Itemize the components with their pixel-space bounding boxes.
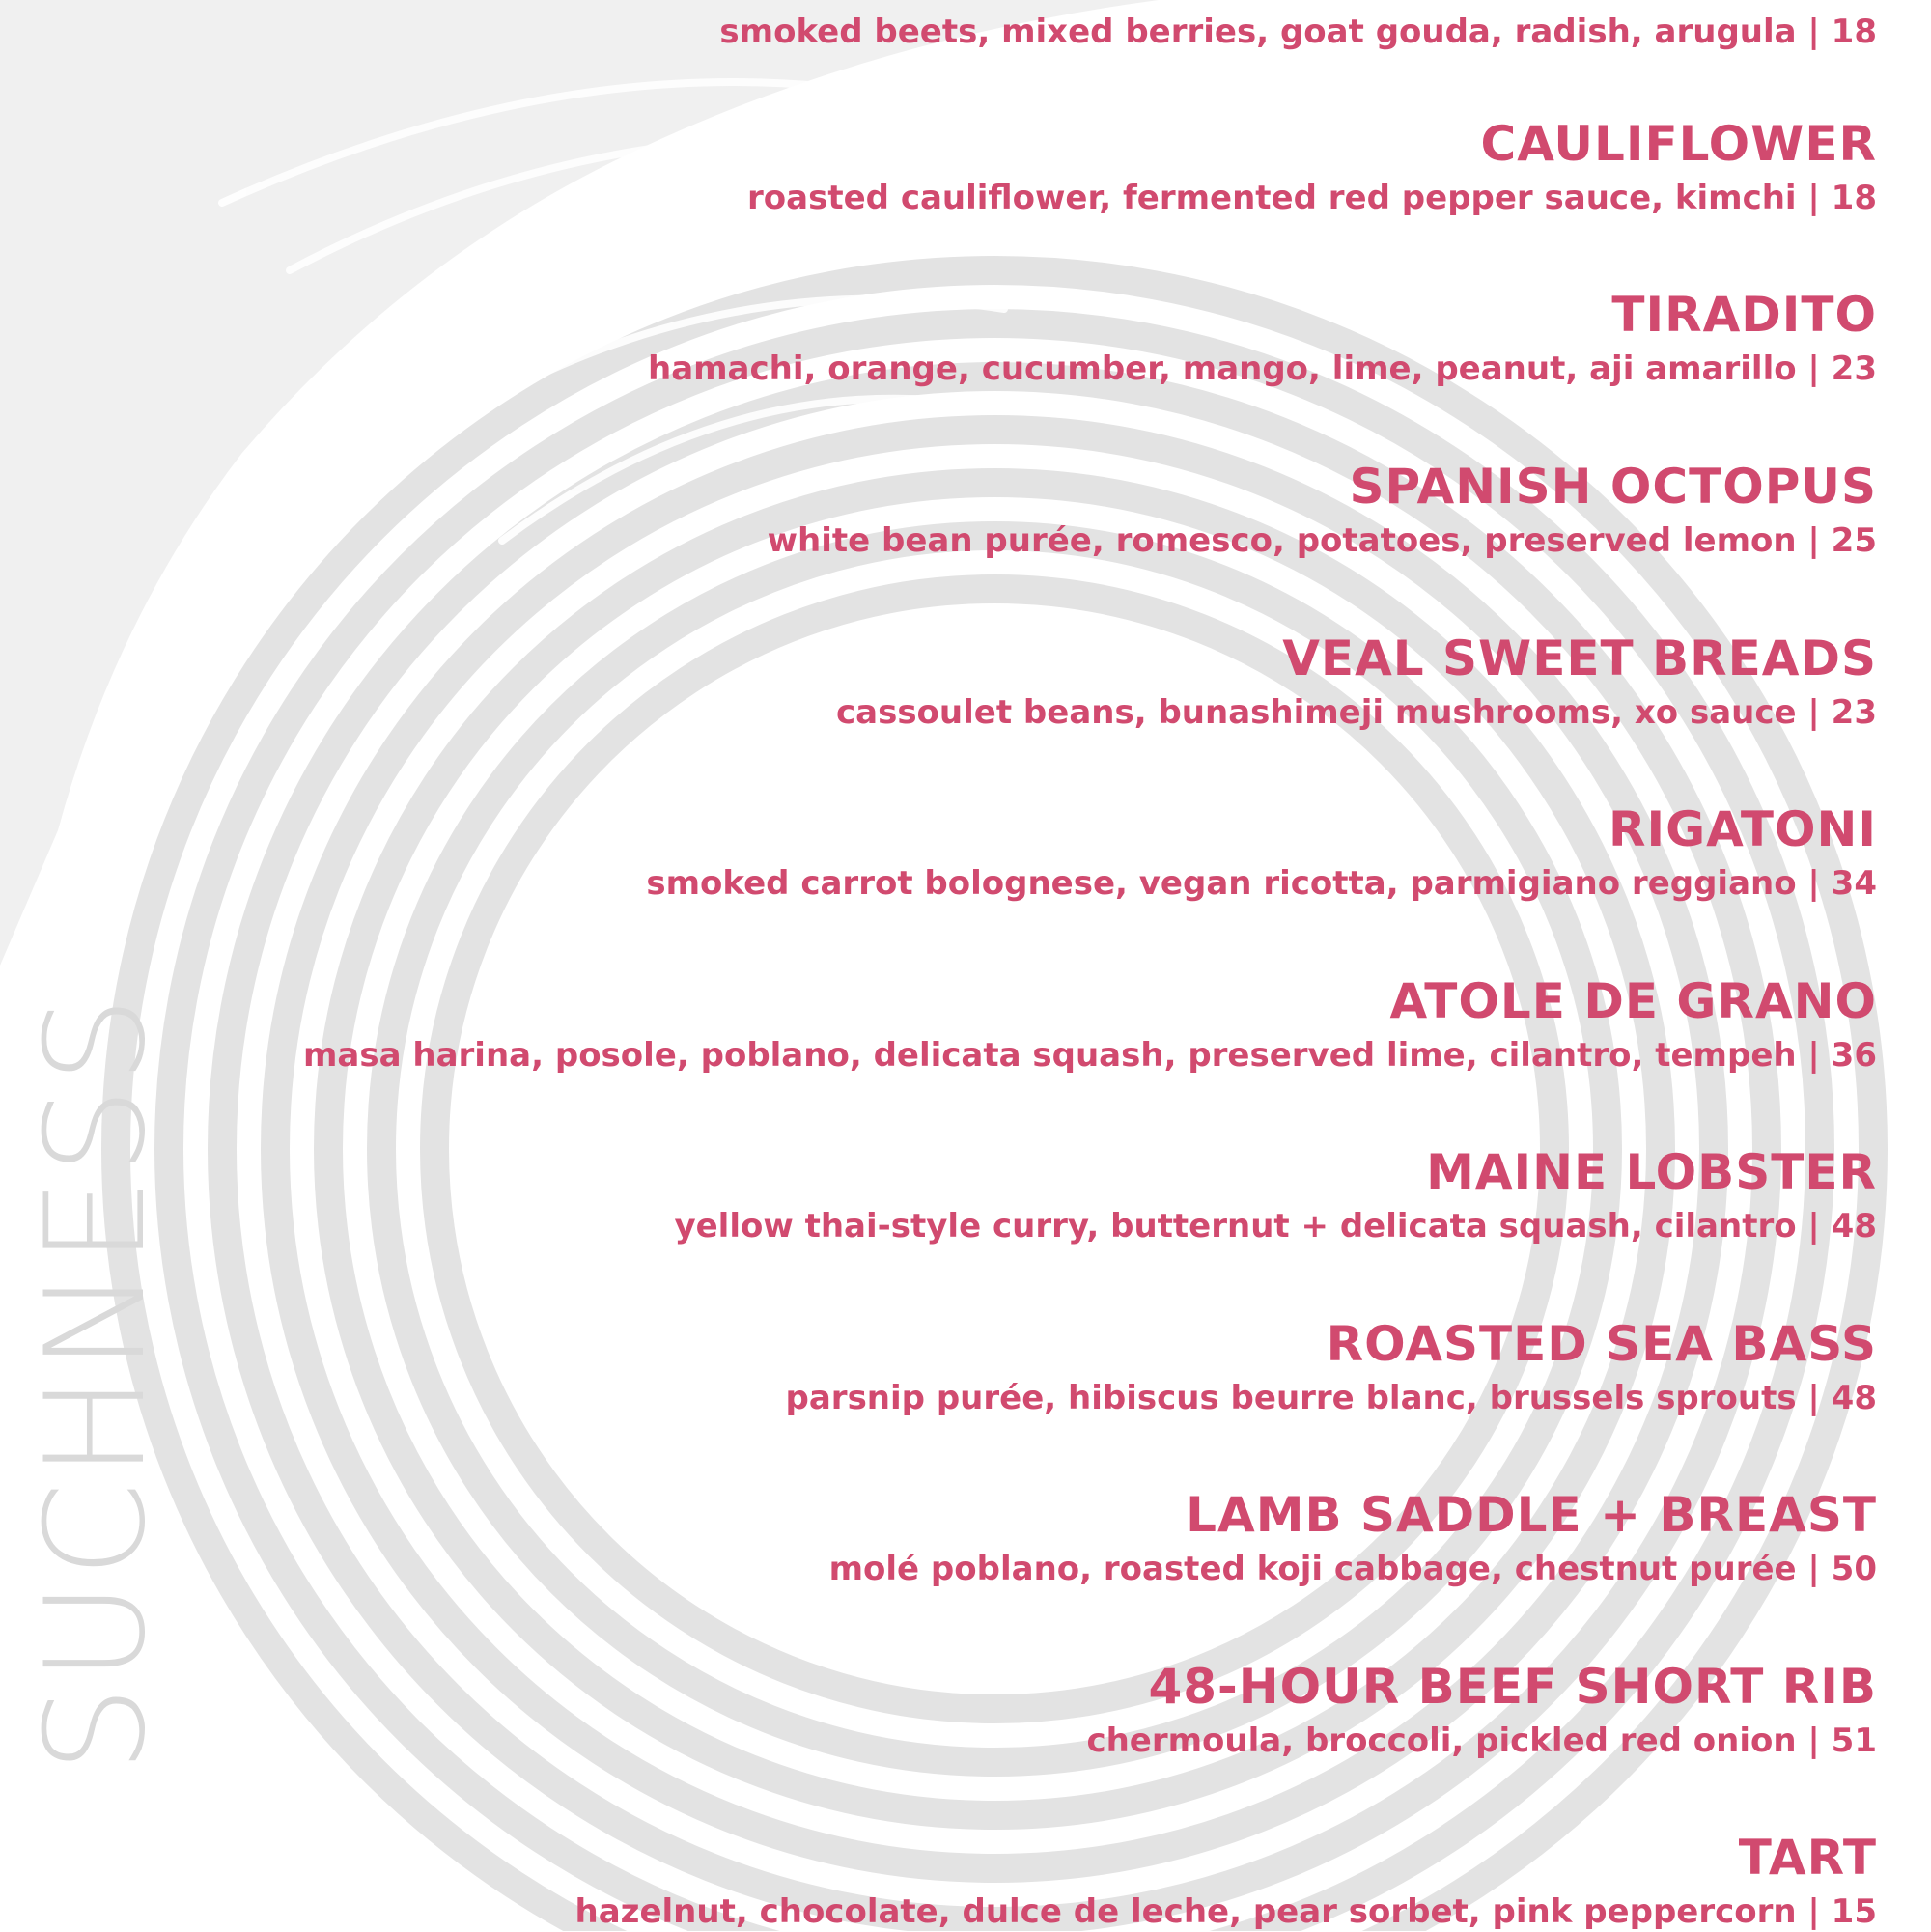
item-name: RIGATONI bbox=[1608, 801, 1877, 857]
item-name: MAINE LOBSTER bbox=[1426, 1144, 1877, 1200]
item-name: ATOLE DE GRANO bbox=[1389, 973, 1877, 1029]
item-name: LAMB SADDLE + BREAST bbox=[1186, 1487, 1877, 1543]
item-name: CAULIFLOWER bbox=[1480, 116, 1877, 172]
menu-item-first bbox=[719, 12, 1877, 52]
menu-item-rigatoni bbox=[646, 801, 1877, 904]
item-description: smoked beets, mixed berries, goat gouda, radish, arugula | 18 bbox=[719, 13, 1877, 51]
item-description: hazelnut, chocolate, dulce de leche, pear sorbet, pink peppercorn | 15 bbox=[574, 1892, 1877, 1931]
item-description: yellow thai-style curry, butternut + delicata squash, cilantro | 48 bbox=[674, 1207, 1877, 1246]
menu-item-roasted-sea-bass bbox=[786, 1316, 1877, 1418]
item-description: hamachi, orange, cucumber, mango, lime, peanut, aji amarillo | 23 bbox=[647, 350, 1877, 388]
menu-item-spanish-octopus bbox=[768, 459, 1877, 561]
item-name: SPANISH OCTOPUS bbox=[1349, 459, 1877, 515]
menu-item-beef-short-rib bbox=[1086, 1659, 1877, 1761]
item-description: molé poblano, roasted koji cabbage, chestnut purée | 50 bbox=[828, 1550, 1877, 1588]
item-description: cassoulet beans, bunashimeji mushrooms, xo sauce | 23 bbox=[835, 693, 1877, 732]
menu-item-veal-sweet-breads bbox=[836, 630, 1877, 733]
item-description: parsnip purée, hibiscus beurre blanc, brussels sprouts | 48 bbox=[785, 1379, 1877, 1417]
menu-item-tiradito bbox=[648, 287, 1877, 389]
side-word-suchness: SUCHNESS bbox=[16, 992, 176, 1774]
item-name: ROASTED SEA BASS bbox=[1326, 1316, 1877, 1372]
menu-item-lamb-saddle-breast bbox=[829, 1487, 1877, 1589]
item-description: roasted cauliflower, fermented red pepper sauce, kimchi | 18 bbox=[747, 179, 1877, 217]
menu-item-atole-de-grano bbox=[303, 973, 1877, 1076]
menu-item-cauliflower bbox=[747, 116, 1877, 218]
menu-item-maine-lobster bbox=[674, 1144, 1877, 1246]
item-name: TIRADITO bbox=[1611, 287, 1877, 343]
item-description: smoked carrot bolognese, vegan ricotta, parmigiano reggiano | 34 bbox=[646, 864, 1877, 903]
item-name: 48-HOUR BEEF SHORT RIB bbox=[1148, 1659, 1877, 1715]
item-description: chermoula, broccoli, pickled red onion | 51 bbox=[1086, 1722, 1877, 1760]
item-description: white bean purée, romesco, potatoes, preserved lemon | 25 bbox=[767, 521, 1877, 560]
item-name: VEAL SWEET BREADS bbox=[1282, 630, 1877, 686]
item-name: TART bbox=[1738, 1830, 1877, 1886]
item-description: masa harina, posole, poblano, delicata squash, preserved lime, cilantro, tempeh | 36 bbox=[303, 1036, 1877, 1075]
menu-item-tart bbox=[575, 1830, 1877, 1932]
